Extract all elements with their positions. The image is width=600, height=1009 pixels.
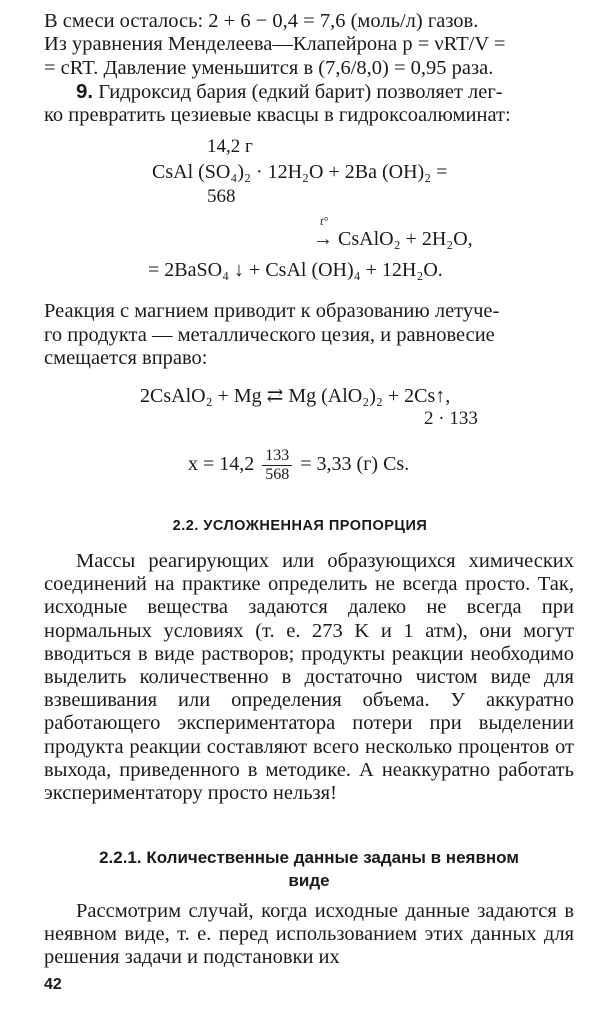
text-line: Реакция с магнием приводит к образованию летуче- <box>44 300 500 322</box>
heat-symbol: t° <box>320 214 329 228</box>
fraction-denominator: 568 <box>265 466 290 483</box>
problem-number: 9. <box>76 80 94 103</box>
text-line: смещается вправо: <box>44 347 208 369</box>
molar-mass-annotation: 568 <box>207 186 236 207</box>
equation-line: → CsAlO₂ + 2H₂O, <box>313 228 473 250</box>
molar-mass-annotation: 2 · 133 <box>424 408 478 429</box>
text-line: го продукта — металлического цезия, и равновесие <box>44 324 495 346</box>
equation-fraction-line <box>188 447 409 484</box>
text-line: Из уравнения Менделеева—Клапейрона p = νRT/V = <box>44 33 506 55</box>
text-line: В смеси осталось: 2 + 6 − 0,4 = 7,6 (моль/л) газов. <box>44 10 479 32</box>
subsection-heading-line: виде <box>288 871 330 890</box>
equation-lhs: x = 14,2 <box>188 453 255 476</box>
fraction <box>262 447 292 484</box>
problem-9-line2: ко превратить цезиевые квасцы в гидроксоалюминат: <box>44 104 511 126</box>
equation-rhs: = 3,33 (г) Cs. <box>300 453 410 476</box>
fraction-numerator: 133 <box>262 447 292 466</box>
equation-line: 2CsAlO₂ + Mg ⇄ Mg (AlO₂)₂ + 2Cs↑, <box>140 385 451 407</box>
section-paragraph: Массы реагирующих или образующихся химических соединений на практике определить не всегда просто. Так, исходные вещества задаются далеко не всегда при нормальных условиях (т. е. 273 K и 1 атм), они могут вводиться в виде растворов; продукты реакции необходимо выделить количественно в достаточно чистом виде для взвешивания или определения объема. У аккуратно работающего экспериментатора потери при выделении продукта реакции составляют всего несколько процентов от выхода, приведенного в методике. А неаккуратно работать экспериментатору просто нельзя! <box>44 550 574 805</box>
mass-annotation: 14,2 г <box>207 136 253 157</box>
subsection-heading-line: 2.2.1. Количественные данные заданы в неявном <box>99 848 519 867</box>
problem-text: Гидроксид бария (едкий барит) позволяет лег- <box>98 81 503 103</box>
subsection-heading <box>44 846 574 892</box>
section-paragraph: Рассмотрим случай, когда исходные данные задаются в неявном виде, т. е. перед использованием этих данных для решения задачи и подстановки их <box>44 900 574 969</box>
problem-9-line1 <box>76 80 503 104</box>
page-number: 42 <box>44 976 62 993</box>
equation-line: = 2BaSO₄ ↓ + CsAl (OH)₄ + 12H₂O. <box>148 259 443 281</box>
section-heading: 2.2. УСЛОЖНЕННАЯ ПРОПОРЦИЯ <box>172 518 428 534</box>
text-line: = cRT. Давление уменьшится в (7,6/8,0) = 0,95 раза. <box>44 57 494 79</box>
equation-line: CsAl (SO₄)₂ · 12H₂O + 2Ba (OH)₂ = <box>152 161 448 183</box>
